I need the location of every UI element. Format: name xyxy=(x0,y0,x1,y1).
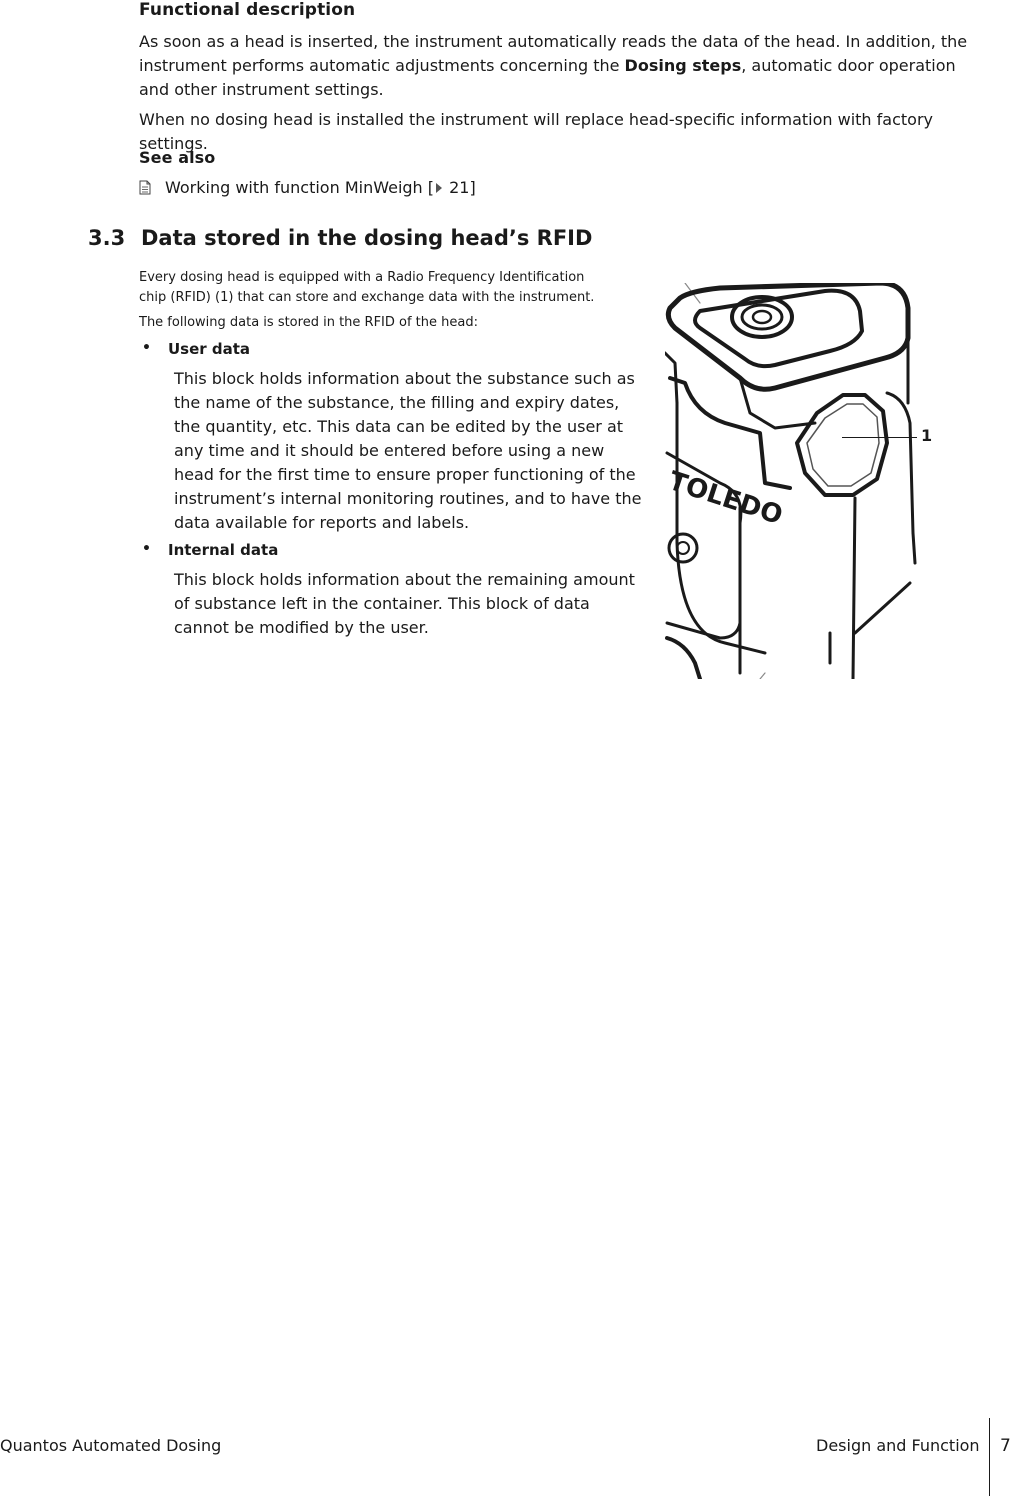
callout-number: 1 xyxy=(921,426,933,445)
internal-data-description: This block holds information about the remaining amount of substance left in the container. This block of data cannot be modified by the user. xyxy=(174,570,635,637)
dosing-head-illustration xyxy=(665,283,965,679)
functional-description-paragraph-2: When no dosing head is installed the instrument will replace head-specific information with factory settings. xyxy=(139,110,933,153)
section-title: Data stored in the dosing head’s RFID xyxy=(141,226,593,250)
see-also-heading: See also xyxy=(139,148,216,167)
paragraph-text: , automatic door operation and other instrument settings. xyxy=(139,56,956,99)
see-also-page-number[interactable]: 21 xyxy=(449,178,470,197)
see-also-link[interactable] xyxy=(139,176,476,200)
functional-description-paragraph-1 xyxy=(139,30,969,102)
section-intro-1: Every dosing head is equipped with a Radio Frequency Identification chip (RFID) (1) that can store and exchange data with the instrument. xyxy=(139,270,595,305)
bracket-close: ] xyxy=(469,178,476,197)
document-icon xyxy=(139,178,151,193)
brand-print: TOLEDO xyxy=(665,466,787,532)
see-also-link-text[interactable]: Working with function MinWeigh xyxy=(165,178,423,197)
footer-document-title: Quantos Automated Dosing xyxy=(0,1436,222,1455)
footer-divider xyxy=(989,1418,990,1496)
internal-data-label: Internal data xyxy=(168,541,279,559)
section-intro-2: The following data is stored in the RFID of the head: xyxy=(139,315,478,330)
triangle-right-icon xyxy=(434,177,444,189)
bullet-marker: • xyxy=(142,340,151,356)
bullet-marker: • xyxy=(142,541,151,557)
user-data-description: This block holds information about the substance such as the name of the substance, the filling and expiry dates, the quantity, etc. This data can be edited by the user at any time and it should be entered before using a new head for the first time to ensure proper functioning of the instrument’s internal monitoring routines, and to have the data available for reports and labels. xyxy=(174,369,642,532)
functional-description-heading: Functional description xyxy=(139,0,356,20)
section-number: 3.3 xyxy=(88,226,126,250)
user-data-label: User data xyxy=(168,340,251,358)
dosing-steps-term: Dosing steps xyxy=(624,56,742,75)
footer-section-title: Design and Function xyxy=(816,1436,980,1455)
callout-leader-line xyxy=(842,437,917,438)
paragraph-text: As soon as a head is inserted, the instrument automatically reads the data of the head. In addition, the instrument performs automatic adjustments concerning the xyxy=(139,32,968,75)
bracket-open: [ xyxy=(427,178,435,197)
page-number: 7 xyxy=(1000,1436,1011,1456)
